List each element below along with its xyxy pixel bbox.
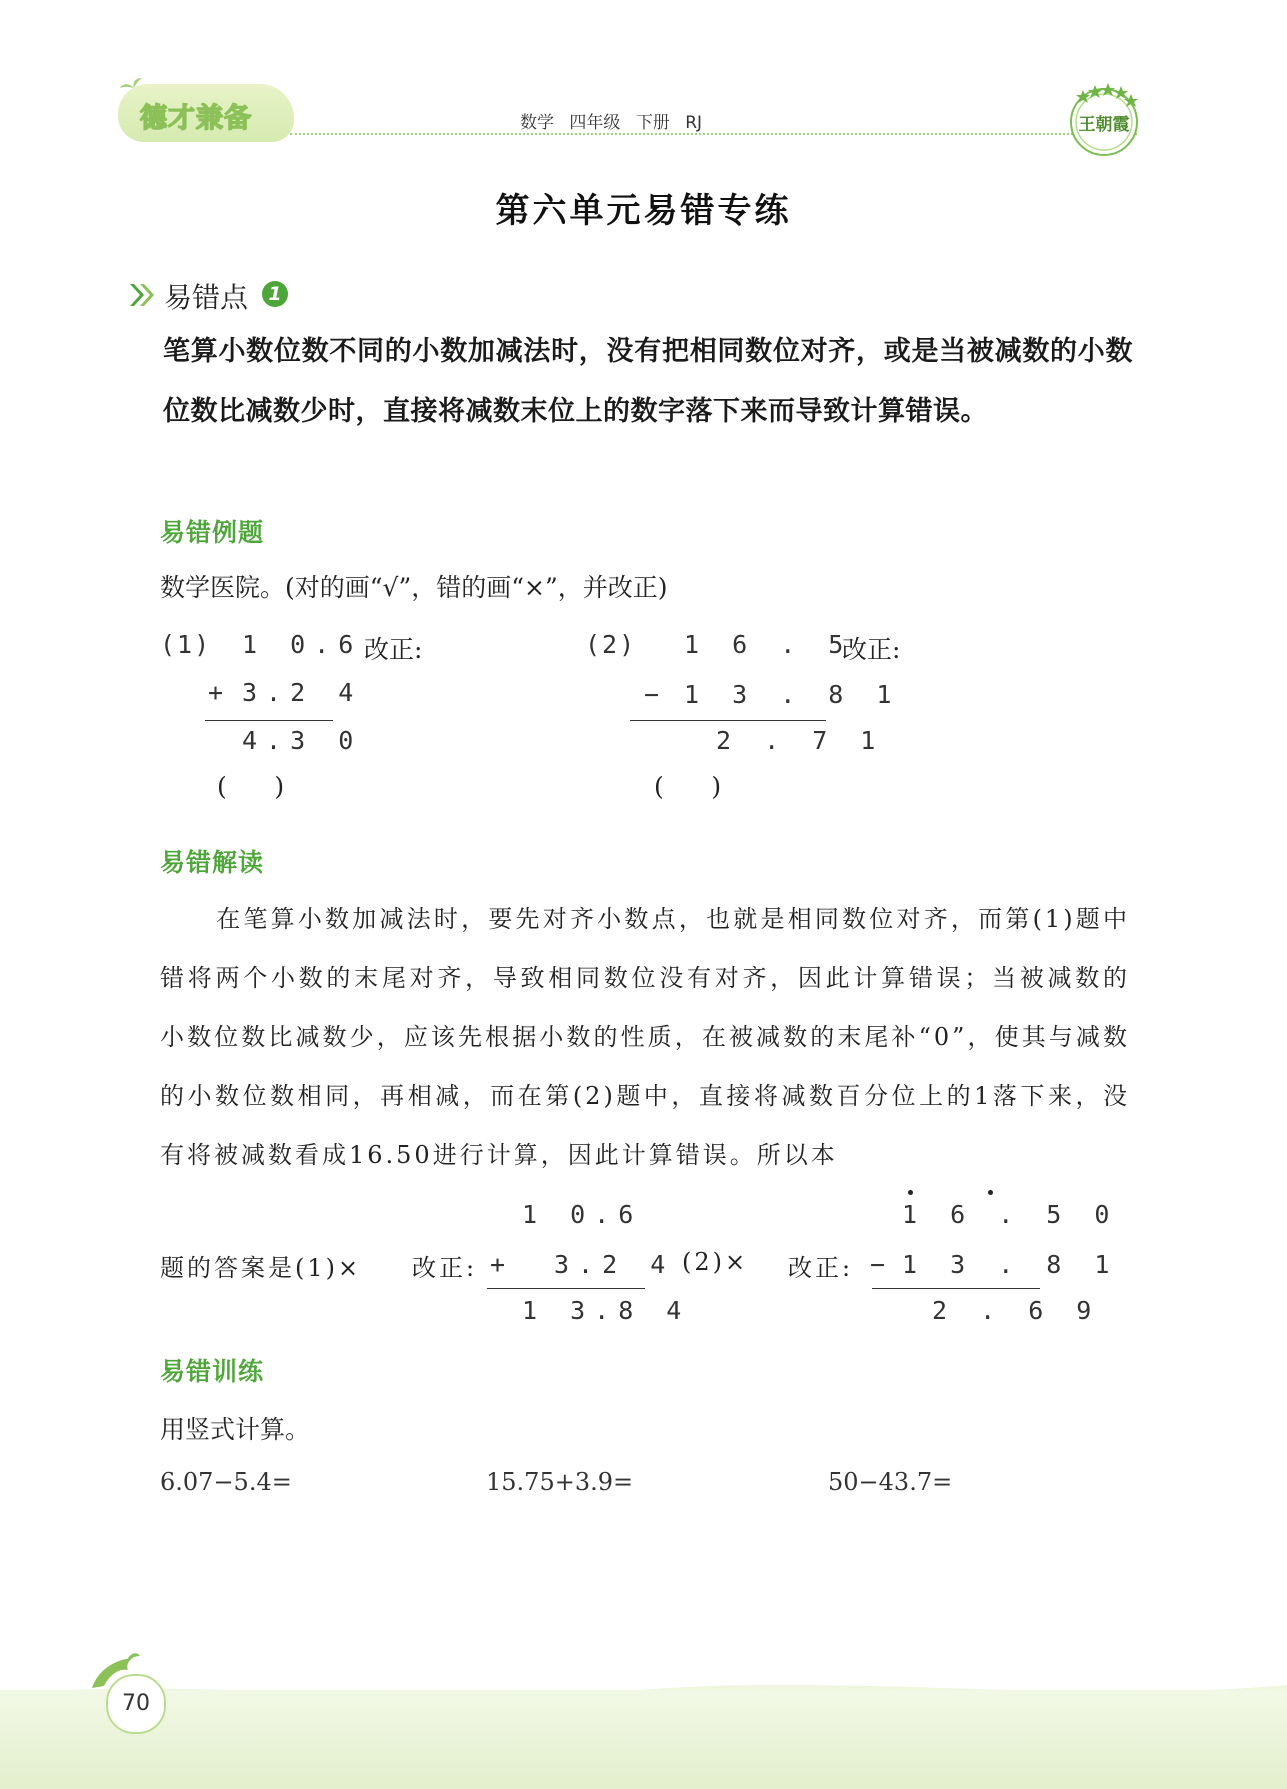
analysis-text: [160, 890, 1130, 1185]
q2-correct-label: 改正:: [842, 635, 901, 664]
header-volume: 下册: [635, 113, 670, 133]
footer-band: [0, 1690, 1287, 1789]
q1-answer-blank[interactable]: ( ): [217, 772, 285, 801]
author-seal-icon: [1065, 80, 1143, 158]
q2-operator: −: [644, 680, 669, 709]
q2-bottom: 1 3 . 8 1: [684, 680, 901, 709]
a2-top: 1 6 . 5 0: [902, 1200, 1119, 1229]
page-title: 第六单元易错专练: [495, 191, 792, 231]
q1-index: (1): [160, 630, 212, 659]
a1-rule: [487, 1288, 645, 1289]
double-chevron-icon: [128, 280, 158, 310]
a1-operator: +: [490, 1250, 515, 1279]
q1-rule: [205, 720, 333, 721]
carry-dot: [908, 1190, 913, 1195]
q1-correct-label: 改正:: [364, 635, 423, 664]
example-instruction: 数学医院。(对的画“√”，错的画“×”，并改正): [160, 573, 668, 602]
header-edition: RJ: [685, 113, 703, 133]
q2-result: 2 . 7 1: [716, 726, 885, 755]
q2-top: 1 6 . 5: [684, 630, 853, 659]
header-grade: 四年级: [569, 113, 621, 133]
a2-prefix: (2)×: [682, 1248, 749, 1276]
a2-rule: [872, 1288, 1040, 1289]
q1-top: 1 0.6: [242, 630, 363, 659]
a2-result: 2 . 6 9: [932, 1296, 1101, 1325]
header-info: [520, 108, 702, 133]
q1-operator: +: [208, 678, 233, 707]
analysis-body: 在笔算小数加减法时，要先对齐小数点，也就是相同数位对齐，而第(1)题中错将两个小数的末尾对齐，导致相同数位没有对齐，因此计算错误；当被减数的小数位数比减数少，应该先根据小数的性质，在被减数的末尾补“0”，使其与减数的小数位数相同，再相减，而在第(2)题中，直接将减数百分位上的1落下来，没有将被减数看成16.50进行计算，因此计算错误。所以本: [160, 905, 1130, 1169]
example-heading: 易错例题: [160, 518, 265, 547]
q2-answer-blank[interactable]: ( ): [654, 772, 722, 801]
a1-top: 1 0.6: [522, 1200, 643, 1229]
analysis-heading: 易错解读: [160, 848, 265, 877]
a2-correct-label: 改正:: [788, 1254, 854, 1282]
error-point-number: 1: [262, 281, 288, 307]
training-heading: 易错训练: [160, 1357, 265, 1386]
q1-result: 4.3 0: [242, 726, 363, 755]
header-divider: [290, 133, 1137, 135]
brand-text: 德才兼备: [140, 103, 252, 134]
error-point-description: 笔算小数位数不同的小数加减法时，没有把相同数位对齐，或是当被减数的小数位数比减数少时，直接将减数末位上的数字落下来而导致计算错误。: [163, 336, 1133, 427]
seal-text: 王朝霞: [1078, 115, 1130, 135]
a1-bottom: 3.2 4: [554, 1250, 675, 1279]
exercise-item: 6.07−5.4=: [160, 1468, 292, 1496]
brand-logo: [118, 84, 294, 142]
answer-prefix: 题的答案是(1)×: [160, 1254, 362, 1282]
exercise-item: 50−43.7=: [828, 1468, 953, 1496]
carry-dot: [988, 1190, 993, 1195]
page-number: 70: [106, 1674, 166, 1734]
q2-rule: [630, 720, 826, 721]
q1-bottom: 3.2 4: [242, 678, 363, 707]
exercise-item: 15.75+3.9=: [486, 1468, 634, 1496]
a2-bottom: 1 3 . 8 1: [902, 1250, 1119, 1279]
q2-index: (2): [585, 630, 637, 659]
a1-result: 1 3.8 4: [522, 1296, 691, 1325]
a1-correct-label: 改正:: [412, 1254, 478, 1282]
a2-operator: −: [870, 1250, 895, 1279]
header-subject: 数学: [520, 113, 554, 133]
training-instruction: 用竖式计算。: [160, 1415, 311, 1444]
error-point-label: 易错点: [164, 281, 249, 314]
